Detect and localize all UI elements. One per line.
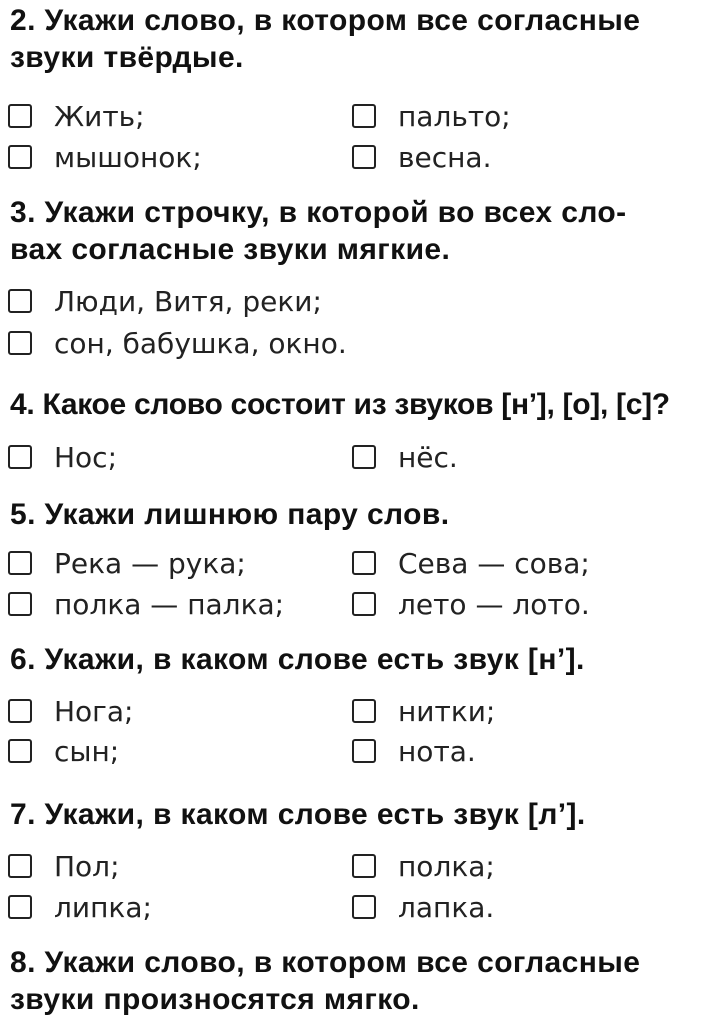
checkbox[interactable]	[352, 551, 376, 575]
answer-option[interactable]	[352, 439, 458, 475]
option-label: Нога;	[54, 694, 134, 728]
answer-option[interactable]	[352, 545, 590, 581]
answer-option[interactable]	[352, 98, 511, 134]
question-5-line-1: 5. Укажи лишнюю пару слов.	[10, 498, 450, 531]
option-label: Сева — сова;	[398, 546, 590, 580]
answer-option[interactable]	[352, 848, 495, 884]
option-label: нота.	[398, 734, 476, 768]
checkbox[interactable]	[8, 739, 32, 763]
checkbox[interactable]	[8, 145, 32, 169]
checkbox[interactable]	[8, 104, 32, 128]
answer-option[interactable]	[8, 439, 117, 475]
answer-option[interactable]	[352, 586, 590, 622]
checkbox[interactable]	[352, 145, 376, 169]
option-label: сын;	[54, 734, 120, 768]
question-3-line-1: 3. Укажи строчку, в которой во всех сло-	[10, 196, 627, 229]
option-label: нёс.	[398, 440, 458, 474]
checkbox[interactable]	[8, 289, 32, 313]
answer-option[interactable]	[8, 848, 120, 884]
checkbox[interactable]	[352, 592, 376, 616]
checkbox[interactable]	[8, 551, 32, 575]
option-label: Жить;	[54, 99, 145, 133]
answer-option[interactable]	[8, 586, 284, 622]
option-label: полка;	[398, 849, 495, 883]
option-label: Река — рука;	[54, 546, 246, 580]
checkbox[interactable]	[352, 699, 376, 723]
option-label: Нос;	[54, 440, 118, 474]
question-3-line-2: вах согласные звуки мягкие.	[10, 233, 451, 266]
checkbox[interactable]	[8, 699, 32, 723]
question-2-line-1: 2. Укажи слово, в котором все согласные	[10, 4, 641, 37]
option-label: сон, бабушка, окно.	[54, 326, 347, 360]
option-label: нитки;	[398, 694, 496, 728]
option-label: лето — лото.	[398, 587, 590, 621]
answer-option[interactable]	[8, 283, 322, 319]
checkbox[interactable]	[352, 445, 376, 469]
question-8-line-1: 8. Укажи слово, в котором все согласные	[10, 946, 641, 979]
answer-option[interactable]	[352, 733, 476, 769]
question-8-line-2: звуки произносятся мягко.	[10, 983, 420, 1016]
option-label: весна.	[398, 140, 492, 174]
option-label: Люди, Витя, реки;	[54, 284, 322, 318]
checkbox[interactable]	[8, 331, 32, 355]
option-label: полка — палка;	[54, 587, 285, 621]
option-label: мышонок;	[54, 140, 202, 174]
checkbox[interactable]	[352, 739, 376, 763]
option-label: липка;	[54, 890, 152, 924]
checkbox[interactable]	[8, 445, 32, 469]
checkbox[interactable]	[8, 854, 32, 878]
checkbox[interactable]	[8, 592, 32, 616]
question-7-line-1: 7. Укажи, в каком слове есть звук [л’].	[10, 798, 586, 831]
question-6-line-1: 6. Укажи, в каком слове есть звук [н’].	[10, 643, 585, 676]
question-2-line-2: звуки твёрдые.	[10, 41, 244, 74]
option-label: лапка.	[398, 890, 495, 924]
answer-option[interactable]	[8, 325, 347, 361]
answer-option[interactable]	[8, 545, 246, 581]
checkbox[interactable]	[352, 895, 376, 919]
answer-option[interactable]	[352, 889, 494, 925]
checkbox[interactable]	[8, 895, 32, 919]
answer-option[interactable]	[352, 139, 492, 175]
answer-option[interactable]	[8, 889, 152, 925]
answer-option[interactable]	[8, 139, 202, 175]
answer-option[interactable]	[8, 98, 145, 134]
answer-option[interactable]	[8, 693, 134, 729]
option-label: Пол;	[54, 849, 120, 883]
question-4-line-1: 4. Какое слово состоит из звуков [н’], [о], [с]?	[10, 388, 670, 421]
checkbox[interactable]	[352, 104, 376, 128]
answer-option[interactable]	[352, 693, 495, 729]
checkbox[interactable]	[352, 854, 376, 878]
answer-option[interactable]	[8, 733, 119, 769]
option-label: пальто;	[398, 99, 511, 133]
